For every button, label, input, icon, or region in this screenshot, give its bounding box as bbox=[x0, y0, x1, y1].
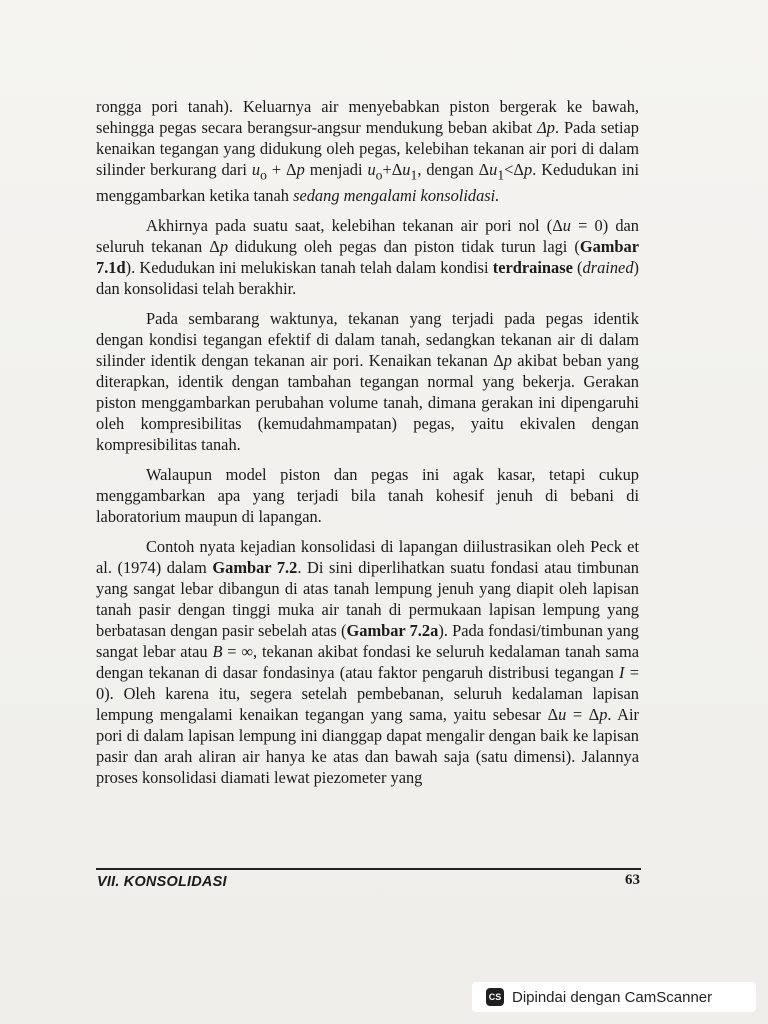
text-run: Contoh nyata kejadian konsolidasi di lapangan diilustrasikan oleh Peck et al. (1974) dalam bbox=[96, 537, 639, 578]
text-run: Gambar 7.1d bbox=[96, 237, 640, 278]
text-run: terdrainase bbox=[492, 258, 573, 278]
text-run: , dengan Δ bbox=[417, 160, 490, 179]
text-run: u bbox=[489, 160, 498, 179]
text-run: Δp bbox=[537, 118, 555, 137]
text-run: p bbox=[503, 351, 512, 371]
text-run: Walaupun model piston dan pegas ini agak kasar, tetapi cukup menggambarkan apa yang terjadi bila tanah kohesif jenuh di bebani di laboratorium maupun di lapangan. bbox=[96, 465, 639, 527]
watermark-label: Dipindai dengan CamScanner bbox=[512, 988, 713, 1006]
text-run: menjadi bbox=[304, 160, 368, 179]
text-run: p bbox=[523, 160, 533, 179]
text-run: ( bbox=[572, 258, 583, 278]
camscanner-watermark bbox=[472, 982, 756, 1012]
text-run: akibat beban yang diterapkan, identik dengan tambahan tegangan normal yang bekerja. Gerakan piston menggambarkan perubahan volume tanah, dimana gerakan ini dipengaruhi oleh kompresibilitas (kemudahmampatan) pegas, yaitu ekivalen dengan kompresibilitas tanah. bbox=[96, 351, 639, 455]
text-run: u bbox=[402, 160, 411, 179]
text-run: = ∞, tekanan akibat fondasi ke seluruh kedalaman tanah sama dengan tekanan di dasar fondasinya (atau faktor pengaruh distribusi tegangan bbox=[96, 642, 639, 683]
text-run: sedang mengalami konsolidasi. bbox=[293, 186, 500, 206]
text-run: . Pada setiap kenaikan tegangan yang didukung oleh pegas, kelebihan tekanan air pori di dalam silinder berkurang dari bbox=[96, 118, 640, 179]
paragraph bbox=[96, 96, 639, 206]
text-run: u bbox=[251, 160, 261, 179]
text-run: u bbox=[562, 216, 571, 236]
text-run: 1 bbox=[410, 167, 418, 183]
text-run: ). Kedudukan ini melukiskan tanah telah dalam kondisi bbox=[125, 258, 493, 278]
text-run: I bbox=[619, 663, 625, 683]
text-run: Gambar 7.2 bbox=[212, 558, 298, 578]
text-run: <Δ bbox=[504, 160, 524, 179]
text-run: u bbox=[367, 160, 376, 179]
page-number: 63 bbox=[625, 872, 640, 888]
text-run: Akhirnya pada suatu saat, kelebihan tekanan air pori nol (Δ bbox=[146, 216, 563, 236]
text-run: o bbox=[260, 167, 267, 183]
footer-divider bbox=[96, 868, 641, 870]
text-run: didukung oleh pegas dan piston tidak turun lagi ( bbox=[228, 237, 580, 257]
text-run: p bbox=[599, 705, 608, 725]
text-run: B bbox=[212, 642, 223, 662]
text-run: drained bbox=[582, 258, 634, 278]
paragraph bbox=[96, 464, 639, 527]
text-run: o bbox=[375, 167, 383, 183]
paragraph bbox=[96, 308, 639, 455]
text-run: rongga pori tanah). Keluarnya air menyebabkan piston bergerak ke bawah, sehingga pegas secara berangsur-angsur mendukung beban akibat bbox=[96, 97, 639, 137]
paragraph bbox=[96, 215, 639, 299]
paragraph bbox=[96, 536, 639, 788]
text-run: . Air pori di dalam lapisan lempung ini dianggap dapat mengalir dengan baik ke lapisan pasir dan arah aliran air hanya ke atas dan bawah saja (satu dimensi). Jalannya proses konsolidasi diamati lewat piezometer yang bbox=[96, 705, 640, 788]
body-text bbox=[96, 96, 639, 797]
camscanner-logo-icon: CS bbox=[486, 988, 504, 1006]
text-run: u bbox=[558, 705, 567, 725]
text-run: . Kedudukan ini menggambarkan ketika tanah bbox=[96, 160, 640, 206]
text-run: 1 bbox=[497, 167, 505, 183]
chapter-title: VII. KONSOLIDASI bbox=[97, 874, 227, 890]
text-run: +Δ bbox=[382, 160, 403, 179]
text-run: = 0). Oleh karena itu, segera setelah pembebanan, seluruh kedalaman lapisan lempung mengalami kenaikan tegangan yang sama, yaitu sebesar Δ bbox=[96, 663, 640, 725]
text-run: p bbox=[219, 237, 229, 257]
text-run: ). Pada fondasi/timbunan yang sangat lebar atau bbox=[96, 621, 639, 662]
text-run: = 0) dan seluruh tekanan Δ bbox=[96, 216, 640, 257]
text-run: ) dan konsolidasi telah berakhir. bbox=[96, 258, 639, 299]
text-run: p bbox=[296, 160, 305, 179]
text-run: Gambar 7.2a bbox=[346, 621, 439, 641]
text-run: Pada sembarang waktunya, tekanan yang terjadi pada pegas identik dengan kondisi tegangan efektif di dalam tanah, sedangkan tekanan air di dalam silinder identik dengan tekanan air pori. Kenaikan tekanan Δ bbox=[96, 309, 639, 371]
text-run: + Δ bbox=[266, 160, 297, 179]
text-run: . Di sini diperlihatkan suatu fondasi atau timbunan yang sangat lebar dibangun di atas tanah lempung jenuh yang diapit oleh lapisan tanah pasir dengan tinggi muka air tanah di permukaan lapisan lempung yang berbatasan dengan pasir sebelah atas ( bbox=[96, 558, 639, 641]
text-run: = Δ bbox=[566, 705, 600, 725]
